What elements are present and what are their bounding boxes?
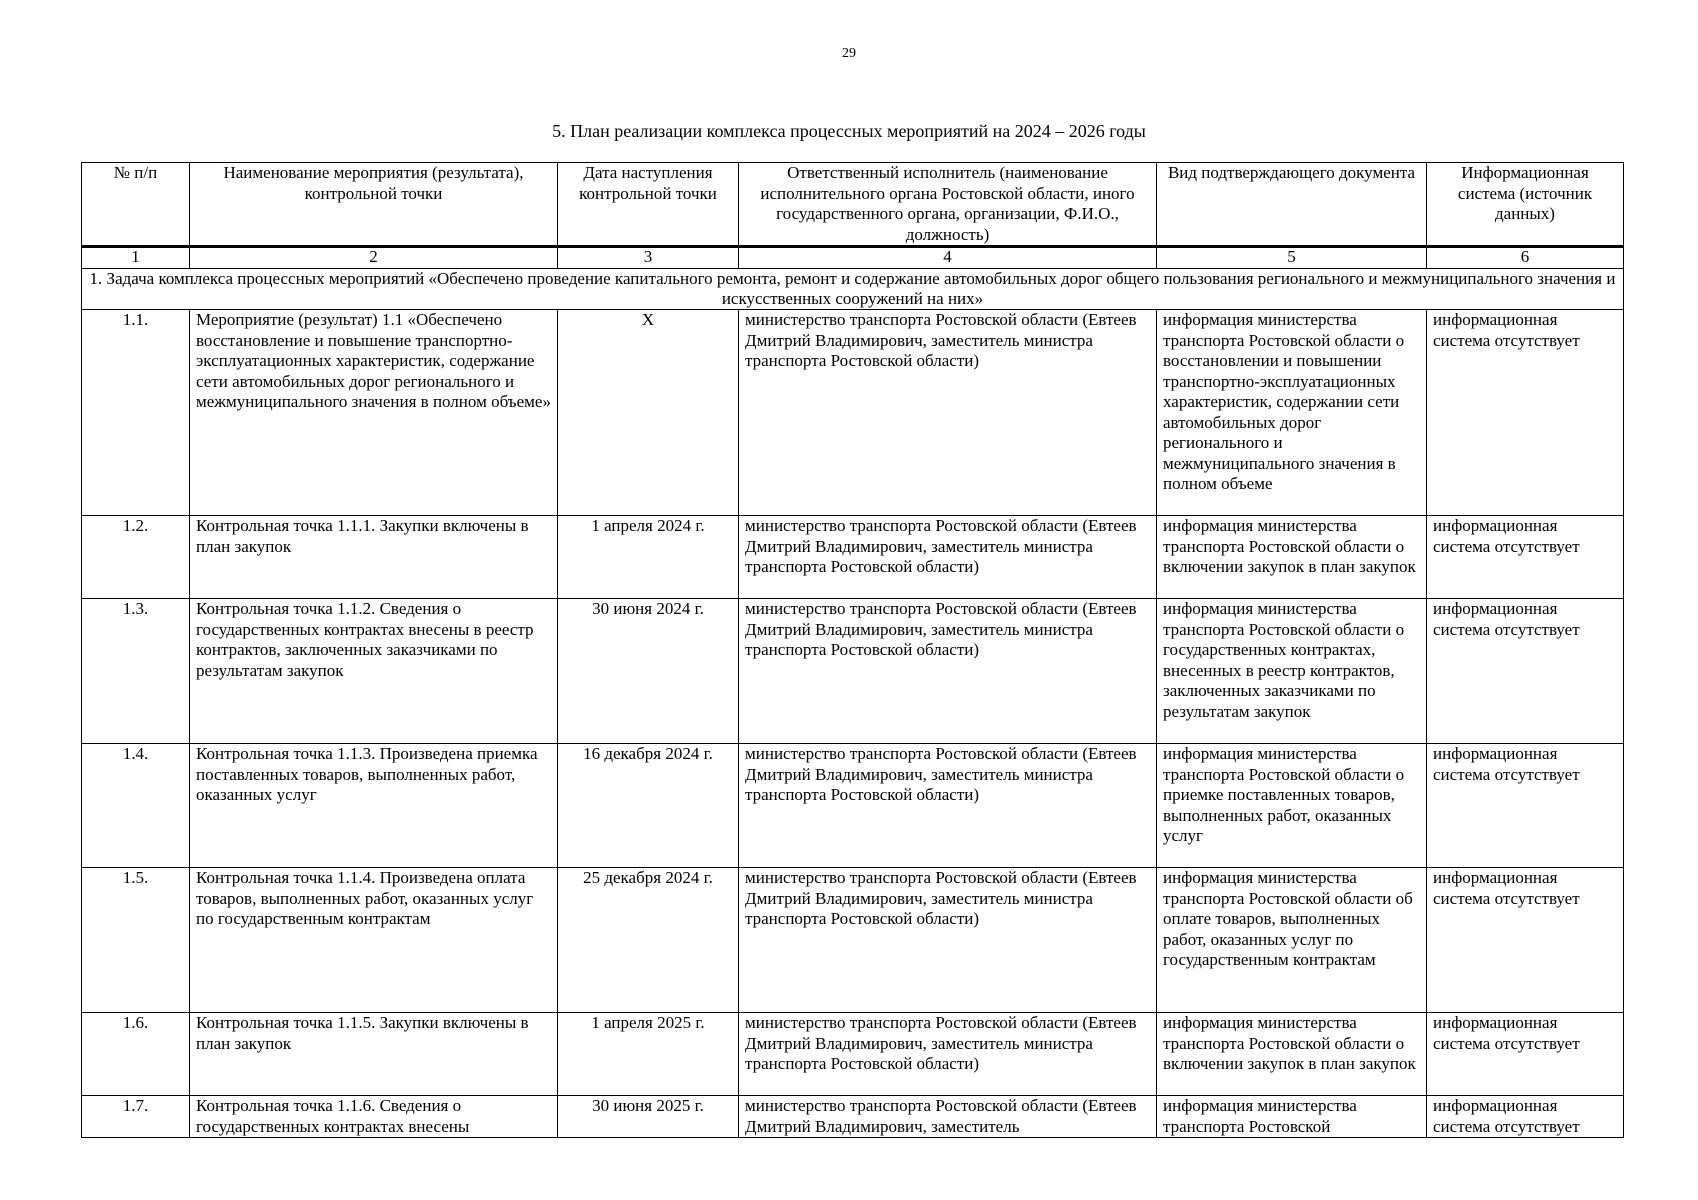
row-name: Контрольная точка 1.1.4. Произведена оплата товаров, выполненных работ, оказанных услуг по государственным контрактам bbox=[190, 868, 558, 1013]
row-document: информация министерства транспорта Ростовской области об оплате товаров, выполненных работ, оказанных услуг по государственным контрактам bbox=[1157, 868, 1427, 1013]
row-document: информация министерства транспорта Ростовской области о приемке поставленных товаров, выполненных работ, оказанных услуг bbox=[1157, 744, 1427, 868]
row-number: 1.3. bbox=[82, 599, 190, 744]
row-system: информационная система отсутствует bbox=[1427, 1013, 1624, 1096]
header-system: Информационная система (источник данных) bbox=[1427, 163, 1624, 247]
table-row bbox=[82, 516, 1624, 599]
row-document: информация министерства транспорта Ростовской bbox=[1157, 1096, 1427, 1138]
table-row bbox=[82, 599, 1624, 744]
row-system: информационная система отсутствует bbox=[1427, 744, 1624, 868]
row-date: 1 апреля 2025 г. bbox=[558, 1013, 739, 1096]
row-number: 1.5. bbox=[82, 868, 190, 1013]
row-system: информационная система отсутствует bbox=[1427, 599, 1624, 744]
table-row bbox=[82, 1096, 1624, 1138]
column-number: 3 bbox=[558, 247, 739, 269]
table-row bbox=[82, 744, 1624, 868]
page-number: 29 bbox=[842, 46, 856, 61]
row-system: информационная система отсутствует bbox=[1427, 516, 1624, 599]
row-document: информация министерства транспорта Ростовской области о включении закупок в план закупок bbox=[1157, 1013, 1427, 1096]
column-number: 6 bbox=[1427, 247, 1624, 269]
header-row bbox=[82, 163, 1624, 247]
column-number: 5 bbox=[1157, 247, 1427, 269]
column-number-row bbox=[82, 247, 1624, 269]
row-date: 25 декабря 2024 г. bbox=[558, 868, 739, 1013]
header-date: Дата наступления контрольной точки bbox=[558, 163, 739, 247]
row-date: 16 декабря 2024 г. bbox=[558, 744, 739, 868]
row-document: информация министерства транспорта Ростовской области о восстановлении и повышении транспортно-эксплуатационных характеристик, содержании сети автомобильных дорог регионального и межмуниципального значения в полном объеме bbox=[1157, 310, 1427, 516]
row-number: 1.6. bbox=[82, 1013, 190, 1096]
row-date: X bbox=[558, 310, 739, 516]
row-name: Мероприятие (результат) 1.1 «Обеспечено восстановление и повышение транспортно-эксплуатационных характеристик, содержание сети автомобильных дорог регионального и межмуниципального значения в полном объеме» bbox=[190, 310, 558, 516]
row-name: Контрольная точка 1.1.5. Закупки включены в план закупок bbox=[190, 1013, 558, 1096]
row-executor: министерство транспорта Ростовской области (Евтеев Дмитрий Владимирович, заместитель министра транспорта Ростовской области) bbox=[739, 744, 1157, 868]
row-executor: министерство транспорта Ростовской области (Евтеев Дмитрий Владимирович, заместитель bbox=[739, 1096, 1157, 1138]
row-date: 30 июня 2025 г. bbox=[558, 1096, 739, 1138]
row-system: информационная система отсутствует bbox=[1427, 868, 1624, 1013]
plan-table bbox=[81, 162, 1624, 1138]
header-number: № п/п bbox=[82, 163, 190, 247]
column-number: 4 bbox=[739, 247, 1157, 269]
column-number: 2 bbox=[190, 247, 558, 269]
row-name: Контрольная точка 1.1.1. Закупки включены в план закупок bbox=[190, 516, 558, 599]
header-executor: Ответственный исполнитель (наименование исполнительного органа Ростовской области, иного государственного органа, организации, Ф.И.О., должность) bbox=[739, 163, 1157, 247]
table-row bbox=[82, 1013, 1624, 1096]
row-number: 1.4. bbox=[82, 744, 190, 868]
row-executor: министерство транспорта Ростовской области (Евтеев Дмитрий Владимирович, заместитель министра транспорта Ростовской области) bbox=[739, 1013, 1157, 1096]
row-name: Контрольная точка 1.1.6. Сведения о государственных контрактах внесены bbox=[190, 1096, 558, 1138]
task-row bbox=[82, 269, 1624, 310]
document-title: 5. План реализации комплекса процессных мероприятий на 2024 – 2026 годы bbox=[552, 121, 1146, 141]
row-executor: министерство транспорта Ростовской области (Евтеев Дмитрий Владимирович, заместитель министра транспорта Ростовской области) bbox=[739, 599, 1157, 744]
task-title: 1. Задача комплекса процессных мероприятий «Обеспечено проведение капитального ремонта, ремонт и содержание автомобильных дорог общего пользования регионального и межмуниципального значения и искусственных сооружений на них» bbox=[82, 269, 1624, 310]
row-date: 30 июня 2024 г. bbox=[558, 599, 739, 744]
row-executor: министерство транспорта Ростовской области (Евтеев Дмитрий Владимирович, заместитель министра транспорта Ростовской области) bbox=[739, 868, 1157, 1013]
row-document: информация министерства транспорта Ростовской области о включении закупок в план закупок bbox=[1157, 516, 1427, 599]
row-number: 1.7. bbox=[82, 1096, 190, 1138]
row-system: информационная система отсутствует bbox=[1427, 310, 1624, 516]
table-row bbox=[82, 868, 1624, 1013]
header-name: Наименование мероприятия (результата), контрольной точки bbox=[190, 163, 558, 247]
header-document: Вид подтверждающего документа bbox=[1157, 163, 1427, 247]
column-number: 1 bbox=[82, 247, 190, 269]
row-number: 1.1. bbox=[82, 310, 190, 516]
row-document: информация министерства транспорта Ростовской области о государственных контрактах, внесенных в реестр контрактов, заключенных заказчиками по результатам закупок bbox=[1157, 599, 1427, 744]
row-executor: министерство транспорта Ростовской области (Евтеев Дмитрий Владимирович, заместитель министра транспорта Ростовской области) bbox=[739, 516, 1157, 599]
table-row bbox=[82, 310, 1624, 516]
row-name: Контрольная точка 1.1.2. Сведения о государственных контрактах внесены в реестр контрактов, заключенных заказчиками по результатам закупок bbox=[190, 599, 558, 744]
row-name: Контрольная точка 1.1.3. Произведена приемка поставленных товаров, выполненных работ, оказанных услуг bbox=[190, 744, 558, 868]
row-date: 1 апреля 2024 г. bbox=[558, 516, 739, 599]
row-system: информационная система отсутствует bbox=[1427, 1096, 1624, 1138]
row-number: 1.2. bbox=[82, 516, 190, 599]
row-executor: министерство транспорта Ростовской области (Евтеев Дмитрий Владимирович, заместитель министра транспорта Ростовской области) bbox=[739, 310, 1157, 516]
